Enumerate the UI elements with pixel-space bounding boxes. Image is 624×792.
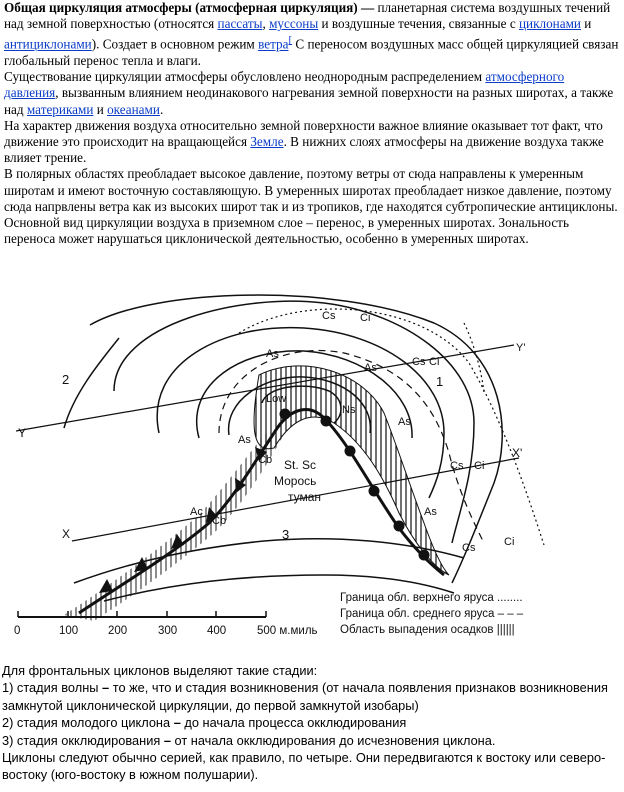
intro-paragraph-1: [4, 0, 620, 69]
label-st-sc: St. Sc: [284, 458, 317, 472]
warm-front-bump: [345, 446, 356, 457]
link-trade-winds[interactable]: пассаты: [217, 16, 263, 32]
scale-label: 300: [158, 625, 178, 637]
isobar-outer: [90, 295, 502, 583]
sep: и: [93, 101, 108, 117]
p3-part-a: На характер движения воздуха относительно земной поверхности важное влияние оказывает тот факт, что движение это происходит на вращающейся: [4, 117, 603, 150]
label-y-prime: Y': [516, 342, 526, 354]
cyclone-diagram-svg: [4, 283, 620, 653]
label-cs-low: Cs: [462, 542, 476, 554]
label-cs-mid: Cs: [412, 356, 426, 368]
label-ci-low: Ci: [504, 536, 515, 548]
stage-1: [2, 679, 620, 714]
warm-front-bump: [419, 550, 430, 561]
title-dash: —: [357, 0, 378, 15]
scale-label: 500 м.миль: [257, 625, 318, 637]
label-region-3: 3: [282, 527, 290, 542]
label-as-low: As: [424, 506, 437, 518]
warm-front-bump: [321, 416, 332, 427]
label-low: Low: [266, 393, 287, 405]
sep: и: [581, 16, 592, 32]
label-ci-right: Ci: [474, 460, 485, 472]
upper-cloud-boundary-2: [464, 323, 484, 393]
warm-front-bump: [394, 521, 405, 532]
link-anticyclones[interactable]: антициклонами: [4, 36, 92, 52]
link-wind-footnote[interactable]: [: [288, 34, 293, 47]
label-ns: Ns: [342, 404, 356, 416]
label-ac: Ac: [190, 506, 203, 518]
p2-part-a: Существование циркуляции атмосферы обусловлено неоднородным распределением: [4, 69, 486, 85]
p2-part-b: , вызванным влиянием неодинакового нагревания земной поверхности на разных широтах, а также над: [4, 85, 614, 117]
label-as-top: As: [266, 348, 279, 360]
link-earth[interactable]: Земле: [250, 134, 284, 150]
label-cs-right: Cs: [450, 460, 464, 472]
scale-label: 0: [14, 625, 21, 637]
cyclone-diagram: [4, 283, 620, 653]
legend-precipitation: Область выпадения осадков ||||||: [340, 624, 515, 636]
intro-sentence-4: С переносом воздушных масс общей циркуляцией связан глобальный перенос тепла и влаги.: [4, 36, 619, 68]
link-wind[interactable]: ветра: [258, 36, 289, 52]
intro-paragraph-4: В полярных областях преобладает высокое давление, поэтому ветры от сюда направлены к умеренным широтам и имеют восточную составляющую. В умеренных широтах преобладает низкое давление, поэтому сюда напрвлены ветра как из высоких широт так и из тропиков, где находятся субтропические антициклоны. Основной вид циркуляции воздуха в приземном слое – перенос, в умеренных широтах. Зональность переноса может нарушаться циклонической деятельностью, особенно в умеренных широтах.: [4, 166, 618, 247]
link-cyclones[interactable]: циклонами: [518, 16, 581, 32]
intro-text: [4, 0, 620, 247]
link-monsoons[interactable]: муссоны: [269, 16, 319, 32]
stage-1-dash: –: [102, 680, 110, 696]
stage-1-text: то же, что и стадия возникновения (от начала появления признаков возникновения замкнутой циклонической циркуляции, до первой замкнутой изобары): [2, 680, 608, 713]
label-as-right: As: [398, 416, 411, 428]
scale-label: 100: [59, 625, 79, 637]
stage-2: [2, 714, 620, 731]
intro-sentence-3: ). Создает в основном режим: [91, 36, 259, 52]
p2-end: .: [159, 101, 164, 117]
label-cs-top: Cs: [322, 310, 336, 322]
label-cb-low: Cb: [212, 515, 227, 527]
label-cb-top: Cb: [258, 454, 273, 466]
link-atmospheric-pressure[interactable]: атмосферного давления: [4, 69, 565, 101]
scale-label: 400: [207, 625, 227, 637]
link-continents[interactable]: материками: [26, 101, 94, 117]
stage-3-text: от начала окклюдирования до исчезновения циклона.: [170, 732, 496, 748]
cold-front-hatch: [64, 433, 282, 621]
label-region-2: 2: [62, 372, 70, 387]
p3-part-b: . В нижних слоях атмосферы на движение воздуха также влияет трение.: [4, 134, 604, 166]
label-region-1: 1: [436, 374, 444, 389]
label-fog: туман: [288, 490, 322, 504]
cold-front: [64, 433, 282, 621]
stage-3: [2, 732, 620, 749]
stage-2-dash: –: [173, 715, 181, 731]
label-ci-mid: Ci: [429, 356, 440, 368]
link-oceans[interactable]: океанами: [107, 101, 160, 117]
scale-label: 200: [108, 625, 128, 637]
label-y: Y: [18, 426, 27, 440]
diagram-legend: [340, 592, 524, 636]
label-drizzle: Морось: [274, 474, 317, 488]
stages-tail: Циклоны следуют обычно серией, как правило, по четыре. Они передвигаются к востоку или северо-востоку (юго-востоку в южном полушарии).: [2, 750, 606, 783]
article-title: Общая циркуляция атмосферы (атмосферная циркуляция): [4, 0, 358, 15]
intro-paragraph-3: [4, 118, 620, 167]
stage-1-title: 1) стадия волны: [2, 680, 103, 696]
cyclone-stages-text: [2, 662, 620, 784]
stage-3-dash: –: [163, 732, 171, 748]
stage-3-title: 3) стадия окклюдирования: [2, 732, 164, 748]
warm-front-bump: [369, 486, 380, 497]
label-x-prime: X': [512, 446, 523, 460]
stages-lead: Для фронтальных циклонов выделяют такие стадии:: [2, 663, 318, 678]
legend-upper-boundary: Граница обл. верхнего яруса ........: [340, 592, 523, 604]
label-as-mid: As: [364, 362, 377, 374]
scale-bar: [14, 611, 318, 637]
intro-paragraph-2: [4, 69, 620, 118]
label-x: X: [62, 527, 71, 541]
intro-sentence-1: планетарная система воздушных течений над земной поверхностью (относятся: [4, 0, 611, 32]
legend-middle-boundary: Граница обл. среднего яруса – – –: [340, 608, 524, 620]
label-ci-top: Ci: [360, 312, 371, 324]
intro-sentence-2: и воздушные течения, связанные с: [318, 16, 519, 32]
sep: ,: [262, 16, 270, 32]
stage-2-title: 2) стадия молодого циклона: [2, 715, 174, 731]
stage-2-text: до начала процесса окклюдирования: [180, 715, 407, 731]
label-as-left: As: [238, 434, 251, 446]
warm-front-bump: [280, 409, 291, 420]
